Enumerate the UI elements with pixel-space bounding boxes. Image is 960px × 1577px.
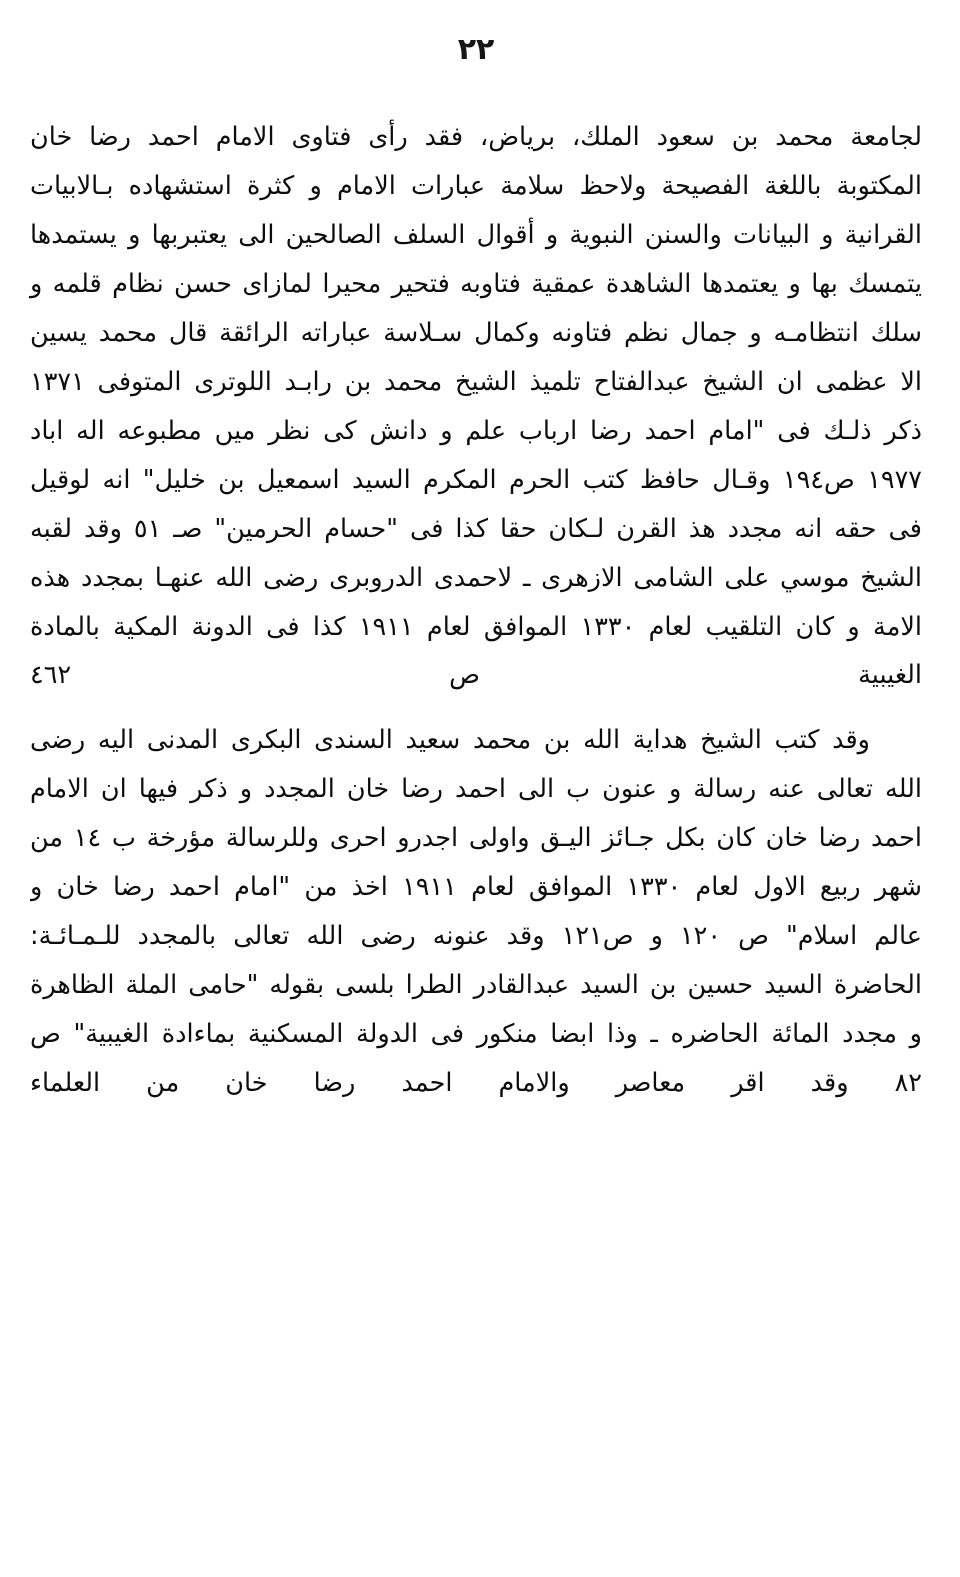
page-number: ٢٢	[457, 32, 495, 67]
paragraph-2: وقد كتب الشيخ هداية الله بن محمد سعيد السندى البكرى المدنى اليه رضى الله تعالى عنه رسالة و عنون ب الى احمد رضا خان المجدد و ذكر فيها ان الامام احمد رضا خان كان بكل جـائز اليـق واولى اجدرو احرى وللرسالة مؤرخة ب ١٤ من شهر ربيع الاول لعام ١٣٣٠ الموافق لعام ١٩١١ اخذ من "امام احمد رضا خان و عالم اسلام" ص ١٢٠ و ص١٢١ وقد عنونه رضى الله تعالى بالمجدد للـمـائـة: الحاضرة السيد حسين بن السيد عبدالقادر الطرا بلسى بقوله "حامى الملة الظاهرة و مجدد المائة الحاضره ـ وذا ابضا منكور فى الدولة المسكنية بماءادة الغيبية" ص ٨٢ وقد اقر معاصر والامام احمد رضا خان من العلماء	[30, 725, 922, 1099]
paragraph-1: لجامعة محمد بن سعود الملك، برياض، فقد رأى فتاوى الامام احمد رضا خان المكتوبة باللغة الفصيحة ولاحظ سلامة عبارات الامام و كثرة استشهاده بـالابيات القرانية و البيانات والسنن النبوية و أقوال السلف الصالحين الى يعتبربها و يستمدها يتمسك بها و يعتمدها الشاهدة عمقية فتاوبه فتحير محيرا لمازاى حسن نظام قلمه و سلك انتظامـه و جمال نظم فتاونه وكمال سـلاسة عباراته الرائقة قال محمد يسين الا عظمى ان الشيخ عبدالفتاح تلميذ الشيخ محمد بن رابـد اللوترى المتوفى ١٣٧١ ذكر ذلـك فى "امام احمد رضا ارباب علم و دانش كى نظر ميں مطبوعه اله اباد ١٩٧٧ ص١٩٤ وقـال حافظ كتب الحرم المكرم السيد اسمعيل بن خليل" انه لوقيل فى حقه انه مجدد هذ القرن لـكان حقا كذا فى "حسام الحرمين" صـ ٥١ وقد لقبه الشيخ موسي على الشامى الازهرى ـ لاحمدى الدروبرى رضى الله عنهـا بمجدد هذه الامة و كان التلقيب لعام ١٣٣٠ الموافق لعام ١٩١١ كذا فى الدونة المكية بالمادة الغيبية ص ٤٦٢	[30, 122, 922, 691]
page-body	[30, 113, 922, 1108]
